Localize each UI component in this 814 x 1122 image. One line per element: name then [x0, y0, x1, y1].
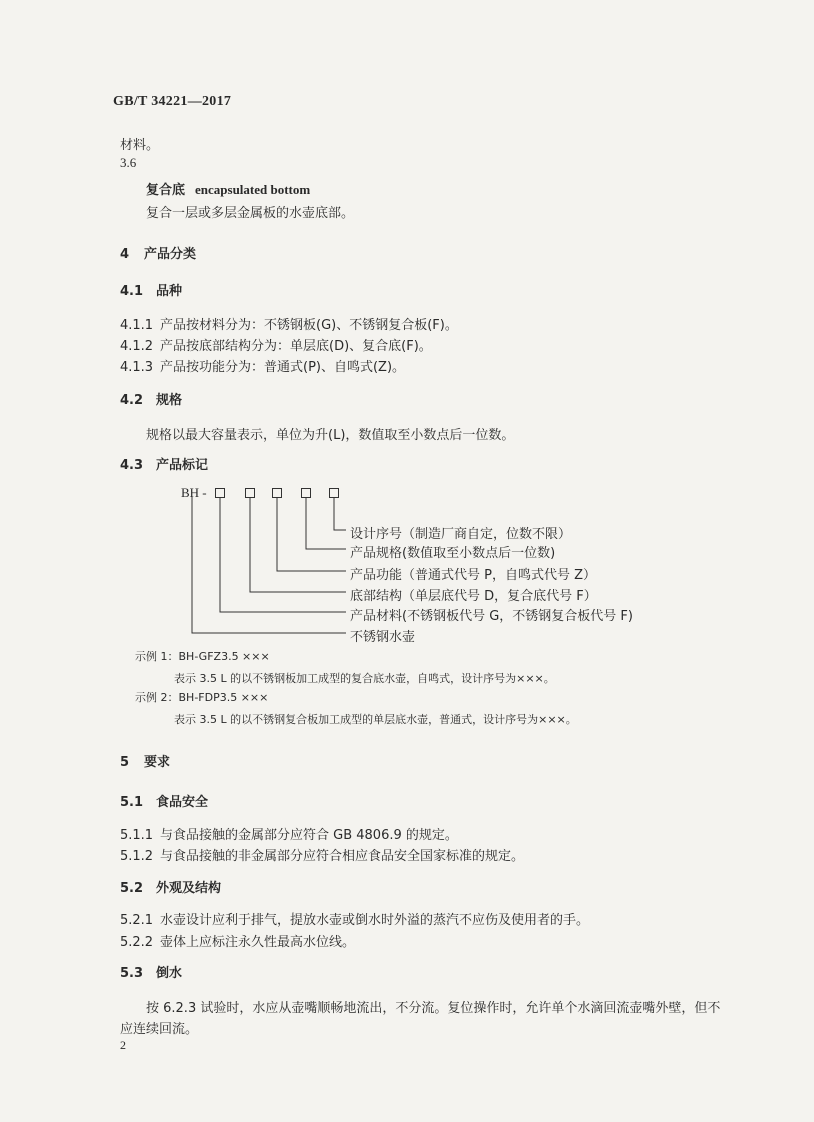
- marking-label-bottom: 底部结构（单层底代号 D，复合底代号 F）: [350, 589, 597, 604]
- clause-title: 品种: [156, 284, 183, 299]
- example-2-desc: 表示 3.5 L 的以不锈钢复合板加工成型的单层底水壶，普通式，设计序号为×××。: [174, 713, 577, 726]
- clause-title: 食品安全: [156, 795, 209, 810]
- item-text: 与食品接触的金属部分应符合 GB 4806.9 的规定。: [160, 828, 458, 843]
- section-5-heading: [120, 751, 170, 770]
- clause-5-2-heading: [120, 877, 221, 896]
- marking-label-spec: 产品规格(数值取至小数点后一位数): [350, 546, 556, 561]
- item-text: 产品按底部结构分为：单层底(D)、复合底(F)。: [160, 339, 432, 354]
- item-number: 4.1.2: [120, 339, 154, 354]
- item-text: 壶体上应标注永久性最高水位线。: [160, 935, 356, 950]
- item-5-1-1: [120, 824, 458, 843]
- marking-prefix: BH -: [181, 485, 207, 500]
- item-text: 水壶设计应利于排气，提放水壶或倒水时外溢的蒸汽不应伤及使用者的手。: [160, 913, 590, 928]
- item-5-1-2: [120, 845, 524, 864]
- item-number: 4.1.1: [120, 318, 154, 333]
- marking-label-product: 不锈钢水壶: [350, 630, 416, 645]
- item-number: 5.1.1: [120, 828, 154, 843]
- item-5-2-2: [120, 931, 355, 950]
- clause-number: 4.2: [120, 393, 144, 408]
- section-number: 4: [120, 247, 130, 262]
- item-number: 5.1.2: [120, 849, 154, 864]
- marking-label-serial: 设计序号（制造厂商自定，位数不限）: [350, 527, 572, 542]
- clause-5-3-text-line2: 应连续回流。: [120, 1022, 199, 1037]
- term-en: encapsulated bottom: [195, 182, 311, 197]
- section-title: 产品分类: [144, 247, 197, 262]
- item-number: 5.2.2: [120, 935, 154, 950]
- clause-number: 4.3: [120, 458, 144, 473]
- marking-label-function: 产品功能（普通式代号 P，自鸣式代号 Z）: [350, 568, 597, 583]
- item-text: 与食品接触的非金属部分应符合相应食品安全国家标准的规定。: [160, 849, 525, 864]
- clause-number: 5.2: [120, 881, 144, 896]
- section-number: 5: [120, 755, 130, 770]
- section-title: 要求: [144, 755, 171, 770]
- term-cn: 复合底: [146, 183, 186, 198]
- clause-title: 规格: [156, 393, 183, 408]
- clause-3-6-number: 3.6: [120, 155, 137, 170]
- clause-4-2-text: 规格以最大容量表示，单位为升(L)，数值取至小数点后一位数。: [146, 428, 515, 443]
- item-number: 5.2.1: [120, 913, 154, 928]
- example-1-desc: 表示 3.5 L 的以不锈钢板加工成型的复合底水壶，自鸣式，设计序号为×××。: [174, 672, 555, 685]
- item-text: 产品按功能分为：普通式(P)、自鸣式(Z)。: [160, 360, 406, 375]
- item-number: 4.1.3: [120, 360, 154, 375]
- clause-5-3-heading: [120, 962, 182, 981]
- page-number: 2: [120, 1038, 126, 1052]
- clause-5-3-text-line1: 按 6.2.3 试验时，水应从壶嘴顺畅地流出，不分流。复位操作时，允许单个水滴回流壶嘴外壁，但不: [146, 1001, 721, 1016]
- example-2-label: 示例 2：BH-FDP3.5 ×××: [135, 691, 269, 704]
- example-1-label: 示例 1：BH-GFZ3.5 ×××: [135, 650, 270, 663]
- marking-label-material: 产品材料(不锈钢板代号 G，不锈钢复合板代号 F): [350, 609, 633, 624]
- clause-5-1-heading: [120, 791, 208, 810]
- item-5-2-1: [120, 909, 589, 928]
- term-definition: 复合一层或多层金属板的水壶底部。: [146, 206, 355, 221]
- clause-title: 外观及结构: [156, 881, 222, 896]
- intro-line: 材料。: [120, 138, 160, 153]
- item-text: 产品按材料分为：不锈钢板(G)、不锈钢复合板(F)。: [160, 318, 458, 333]
- clause-number: 4.1: [120, 284, 144, 299]
- clause-number: 5.3: [120, 966, 144, 981]
- clause-title: 产品标记: [156, 458, 209, 473]
- clause-title: 倒水: [156, 966, 183, 981]
- clause-number: 5.1: [120, 795, 144, 810]
- standard-number: GB/T 34221—2017: [113, 94, 232, 109]
